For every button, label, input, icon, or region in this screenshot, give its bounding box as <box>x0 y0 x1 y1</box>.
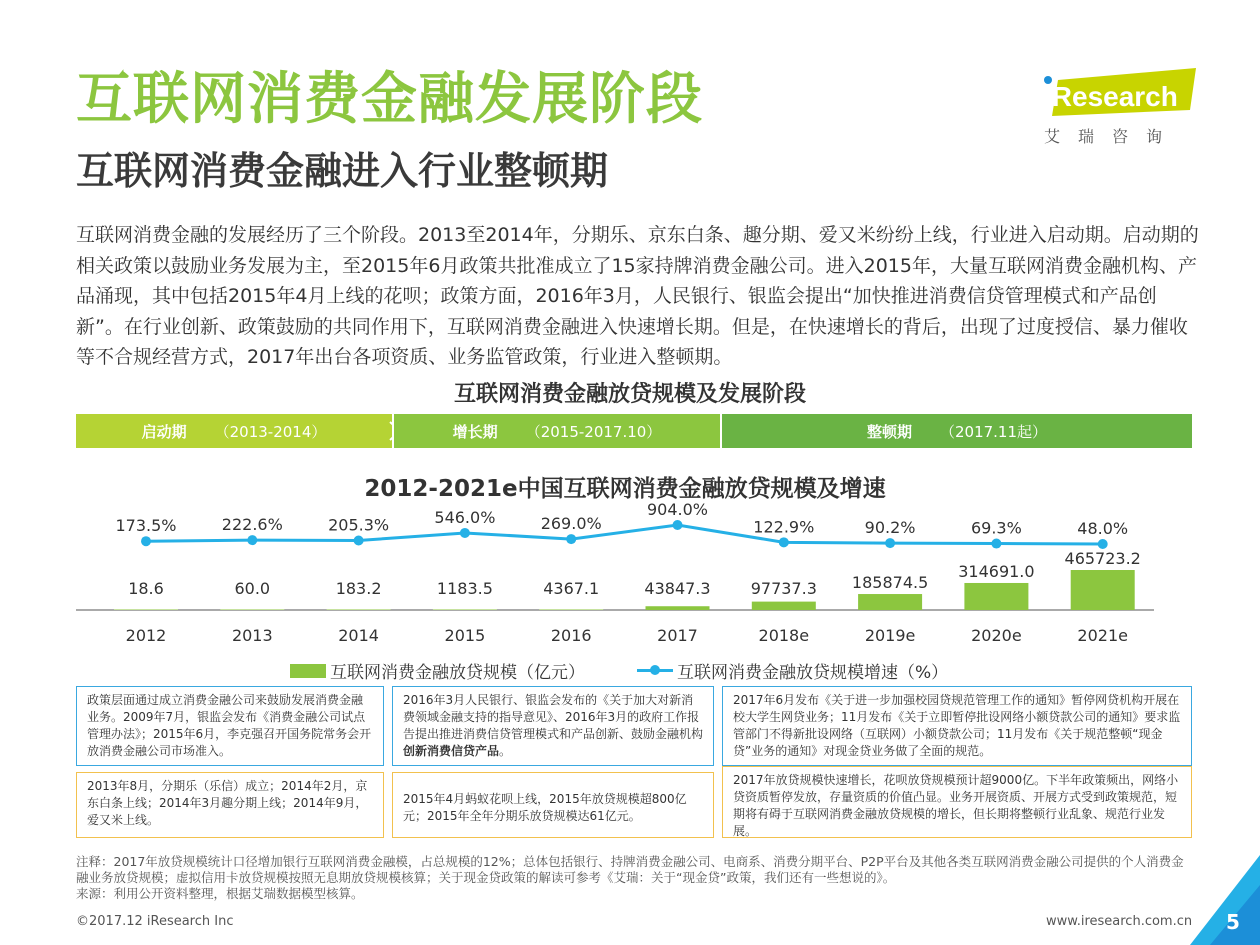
phase-years: （2013-2014） <box>214 422 327 441</box>
legend-bar-label: 互联网消费金融放贷规模（亿元） <box>330 663 585 683</box>
market-text: 2017年放贷规模快速增长，花呗放贷规模预计超9000亿。下半年政策频出，网络小贷资质暂停发放，存量资质的价值凸显。业务开展资质、开展方式受到政策规范，短期将有碍于互联网消费金融放贷规模的增长，但长期将整顿行业乱象、规范行业发展。 <box>733 773 1179 838</box>
policy-text: 2016年3月人民银行、银监会发布的《关于加大对新消费领域金融支持的指导意见》、2016年3月的政府工作报告提出推进消费信贷管理模式和产品创新、鼓励金融机构 <box>403 693 704 741</box>
x-tick-label: 2012 <box>125 626 167 645</box>
market-text: 2013年8月，分期乐（乐信）成立；2014年2月，京东白条上线；2014年3月趣分期上线；2014年9月，爱又米上线。 <box>87 779 368 827</box>
growth-point <box>354 536 364 546</box>
policy-text-end: 。 <box>499 744 512 758</box>
phase-name: 启动期 <box>141 422 187 441</box>
stage-title: 互联网消费金融放贷规模及发展阶段 <box>453 382 806 407</box>
bar-2015 <box>433 610 497 611</box>
website: www.iresearch.com.cn <box>1046 914 1193 929</box>
chart-legend <box>290 658 948 683</box>
x-tick-label: 2015 <box>444 626 486 645</box>
svg-text:iResearch: iResearch <box>1044 81 1178 112</box>
copyright: ©2017.12 iResearch Inc <box>76 914 234 929</box>
phase-name: 整顿期 <box>866 422 912 441</box>
growth-value-label: 546.0% <box>434 507 496 527</box>
policy-text: 政策层面通过成立消费金融公司来鼓励发展消费金融业务。2009年7月，银监会发布《消费金融公司试点管理办法》；2015年6月，李克强召开国务院常务会开放消费金融公司市场准入。 <box>87 693 372 758</box>
footnote <box>76 854 1196 902</box>
growth-value-label: 205.3% <box>328 515 390 535</box>
legend-line-swatch <box>637 669 673 672</box>
x-tick-label: 2014 <box>338 626 379 645</box>
market-box-consolidation <box>722 766 1192 838</box>
bar-2013 <box>220 610 284 611</box>
bar-2021e <box>1071 570 1135 610</box>
policy-box-startup <box>76 686 384 766</box>
growth-value-label: 269.0% <box>540 514 602 534</box>
market-box-growth <box>392 772 714 838</box>
legend-line-label: 互联网消费金融放贷规模增速（%） <box>677 663 949 683</box>
growth-value-label: 90.2% <box>864 518 916 538</box>
bar-value-label: 60.0 <box>234 579 271 598</box>
growth-value-label: 904.0% <box>646 500 709 519</box>
bar-value-label: 314691.0 <box>958 561 1035 581</box>
growth-value-label: 48.0% <box>1077 519 1129 538</box>
policy-box-growth <box>392 686 714 766</box>
growth-value-label: 173.5% <box>115 516 177 536</box>
bar-value-label: 18.6 <box>128 579 164 598</box>
growth-value-label: 69.3% <box>970 518 1022 538</box>
corner-decoration <box>1190 855 1260 945</box>
phase-years: （2017.11起） <box>939 422 1048 441</box>
bar-2016 <box>539 610 603 611</box>
bar-2017 <box>646 606 710 610</box>
logo-chinese: 艾瑞咨询 <box>1044 127 1181 146</box>
page-title: 互联网消费金融发展阶段 <box>76 67 703 132</box>
market-box-startup <box>76 772 384 838</box>
policy-text: 2017年6月发布《关于进一步加强校园贷规范管理工作的通知》暂停网贷机构开展在校大学生网贷业务；11月发布《关于立即暂停批设网络小额贷款公司的通知》要求监管部门不得新批设网络（互联网）小额贷款公司；11月发布《关于规范整顿“现金贷”业务的通知》对现金贷业务做了全面的规范。 <box>733 693 1181 758</box>
growth-point <box>1098 539 1108 549</box>
x-tick-label: 2020e <box>971 626 1022 645</box>
source-line: 来源：利用公开资料整理，根据艾瑞数据模型核算。 <box>76 886 364 901</box>
phase-growth <box>394 414 720 448</box>
chart-title: 2012-2021e中国互联网消费金融放贷规模及增速 <box>364 476 886 502</box>
bar-value-label: 183.2 <box>335 579 382 598</box>
x-tick-label: 2019e <box>864 626 916 645</box>
growth-point <box>460 528 470 538</box>
market-text: 2015年4月蚂蚁花呗上线，2015年放贷规模超800亿元；2015年全年分期乐放贷规模达61亿元。 <box>403 792 687 823</box>
x-tick-label: 2018e <box>758 626 810 645</box>
x-tick-label: 2013 <box>231 626 273 645</box>
x-tick-label: 2021e <box>1077 626 1128 645</box>
growth-point <box>247 535 257 545</box>
intro-paragraph: 互联网消费金融的发展经历了三个阶段。2013至2014年，分期乐、京东白条、趣分期、爱又米纷纷上线，行业进入启动期。启动期的相关政策以鼓励业务发展为主，至2015年6月政策共批准成立了15家持牌消费金融公司。进入2015年，大量互联网消费金融机构、产品涌现，其中包括2015年4月上线的花呗；政策方面，2016年3月，人民银行、银监会提出“加快推进消费信贷管理模式和产品创新”。在行业创新、政策鼓励的共同作用下，互联网消费金融进入快速增长期。但是，在快速增长的背后，出现了过度授信、暴力催收等不合规经营方式，2017年出台各项资质、业务监管政策，行业进入整顿期。 <box>76 224 1199 368</box>
bar-2018e <box>752 602 816 610</box>
growth-line <box>146 525 1103 544</box>
bar-2012 <box>114 610 178 611</box>
bar-value-label: 465723.2 <box>1064 549 1141 568</box>
bar-value-label: 4367.1 <box>543 579 600 598</box>
bar-value-label: 185874.5 <box>851 573 929 593</box>
policy-text-bold: 创新消费信贷产品 <box>403 744 500 758</box>
x-tick-label: 2016 <box>550 626 592 645</box>
note-line: 注释：2017年放贷规模统计口径增加银行互联网消费金融模，占总规模的12%；总体包括银行、持牌消费金融公司、电商系、消费分期平台、P2P平台及其他各类互联网消费金融公司提供的个人消费金融业务放贷规模；虚拟信用卡放贷规模按照无息期放贷规模核算；关于现金贷政策的解读可参考《艾瑞：关于“现金贷”政策，我们还有一些想说的》。 <box>76 854 1184 885</box>
page-number: 5 <box>1226 910 1240 934</box>
bar-2014 <box>327 610 391 611</box>
phase-consolidation <box>722 414 1192 448</box>
bar-2020e <box>964 583 1028 610</box>
legend-bar-swatch <box>290 664 326 678</box>
bar-value-label: 97737.3 <box>750 579 817 598</box>
policy-box-consolidation <box>722 686 1192 766</box>
growth-point <box>141 536 151 546</box>
growth-value-label: 122.9% <box>753 517 815 537</box>
growth-point <box>991 539 1001 549</box>
growth-point <box>566 534 576 544</box>
growth-value-label: 222.6% <box>221 515 283 535</box>
bar-value-label: 43847.3 <box>644 579 711 598</box>
page-subtitle: 互联网消费金融进入行业整顿期 <box>76 149 609 193</box>
bar-value-label: 1183.5 <box>436 579 493 598</box>
phase-name: 增长期 <box>452 422 498 441</box>
combo-chart <box>76 500 1186 655</box>
phase-startup <box>76 414 392 448</box>
growth-point <box>673 520 683 530</box>
growth-point <box>885 538 895 548</box>
phase-bar <box>76 414 1192 450</box>
x-tick-label: 2017 <box>657 626 698 645</box>
growth-point <box>779 537 789 547</box>
bar-2019e <box>858 594 922 610</box>
phase-years: （2015-2017.10） <box>525 422 662 441</box>
